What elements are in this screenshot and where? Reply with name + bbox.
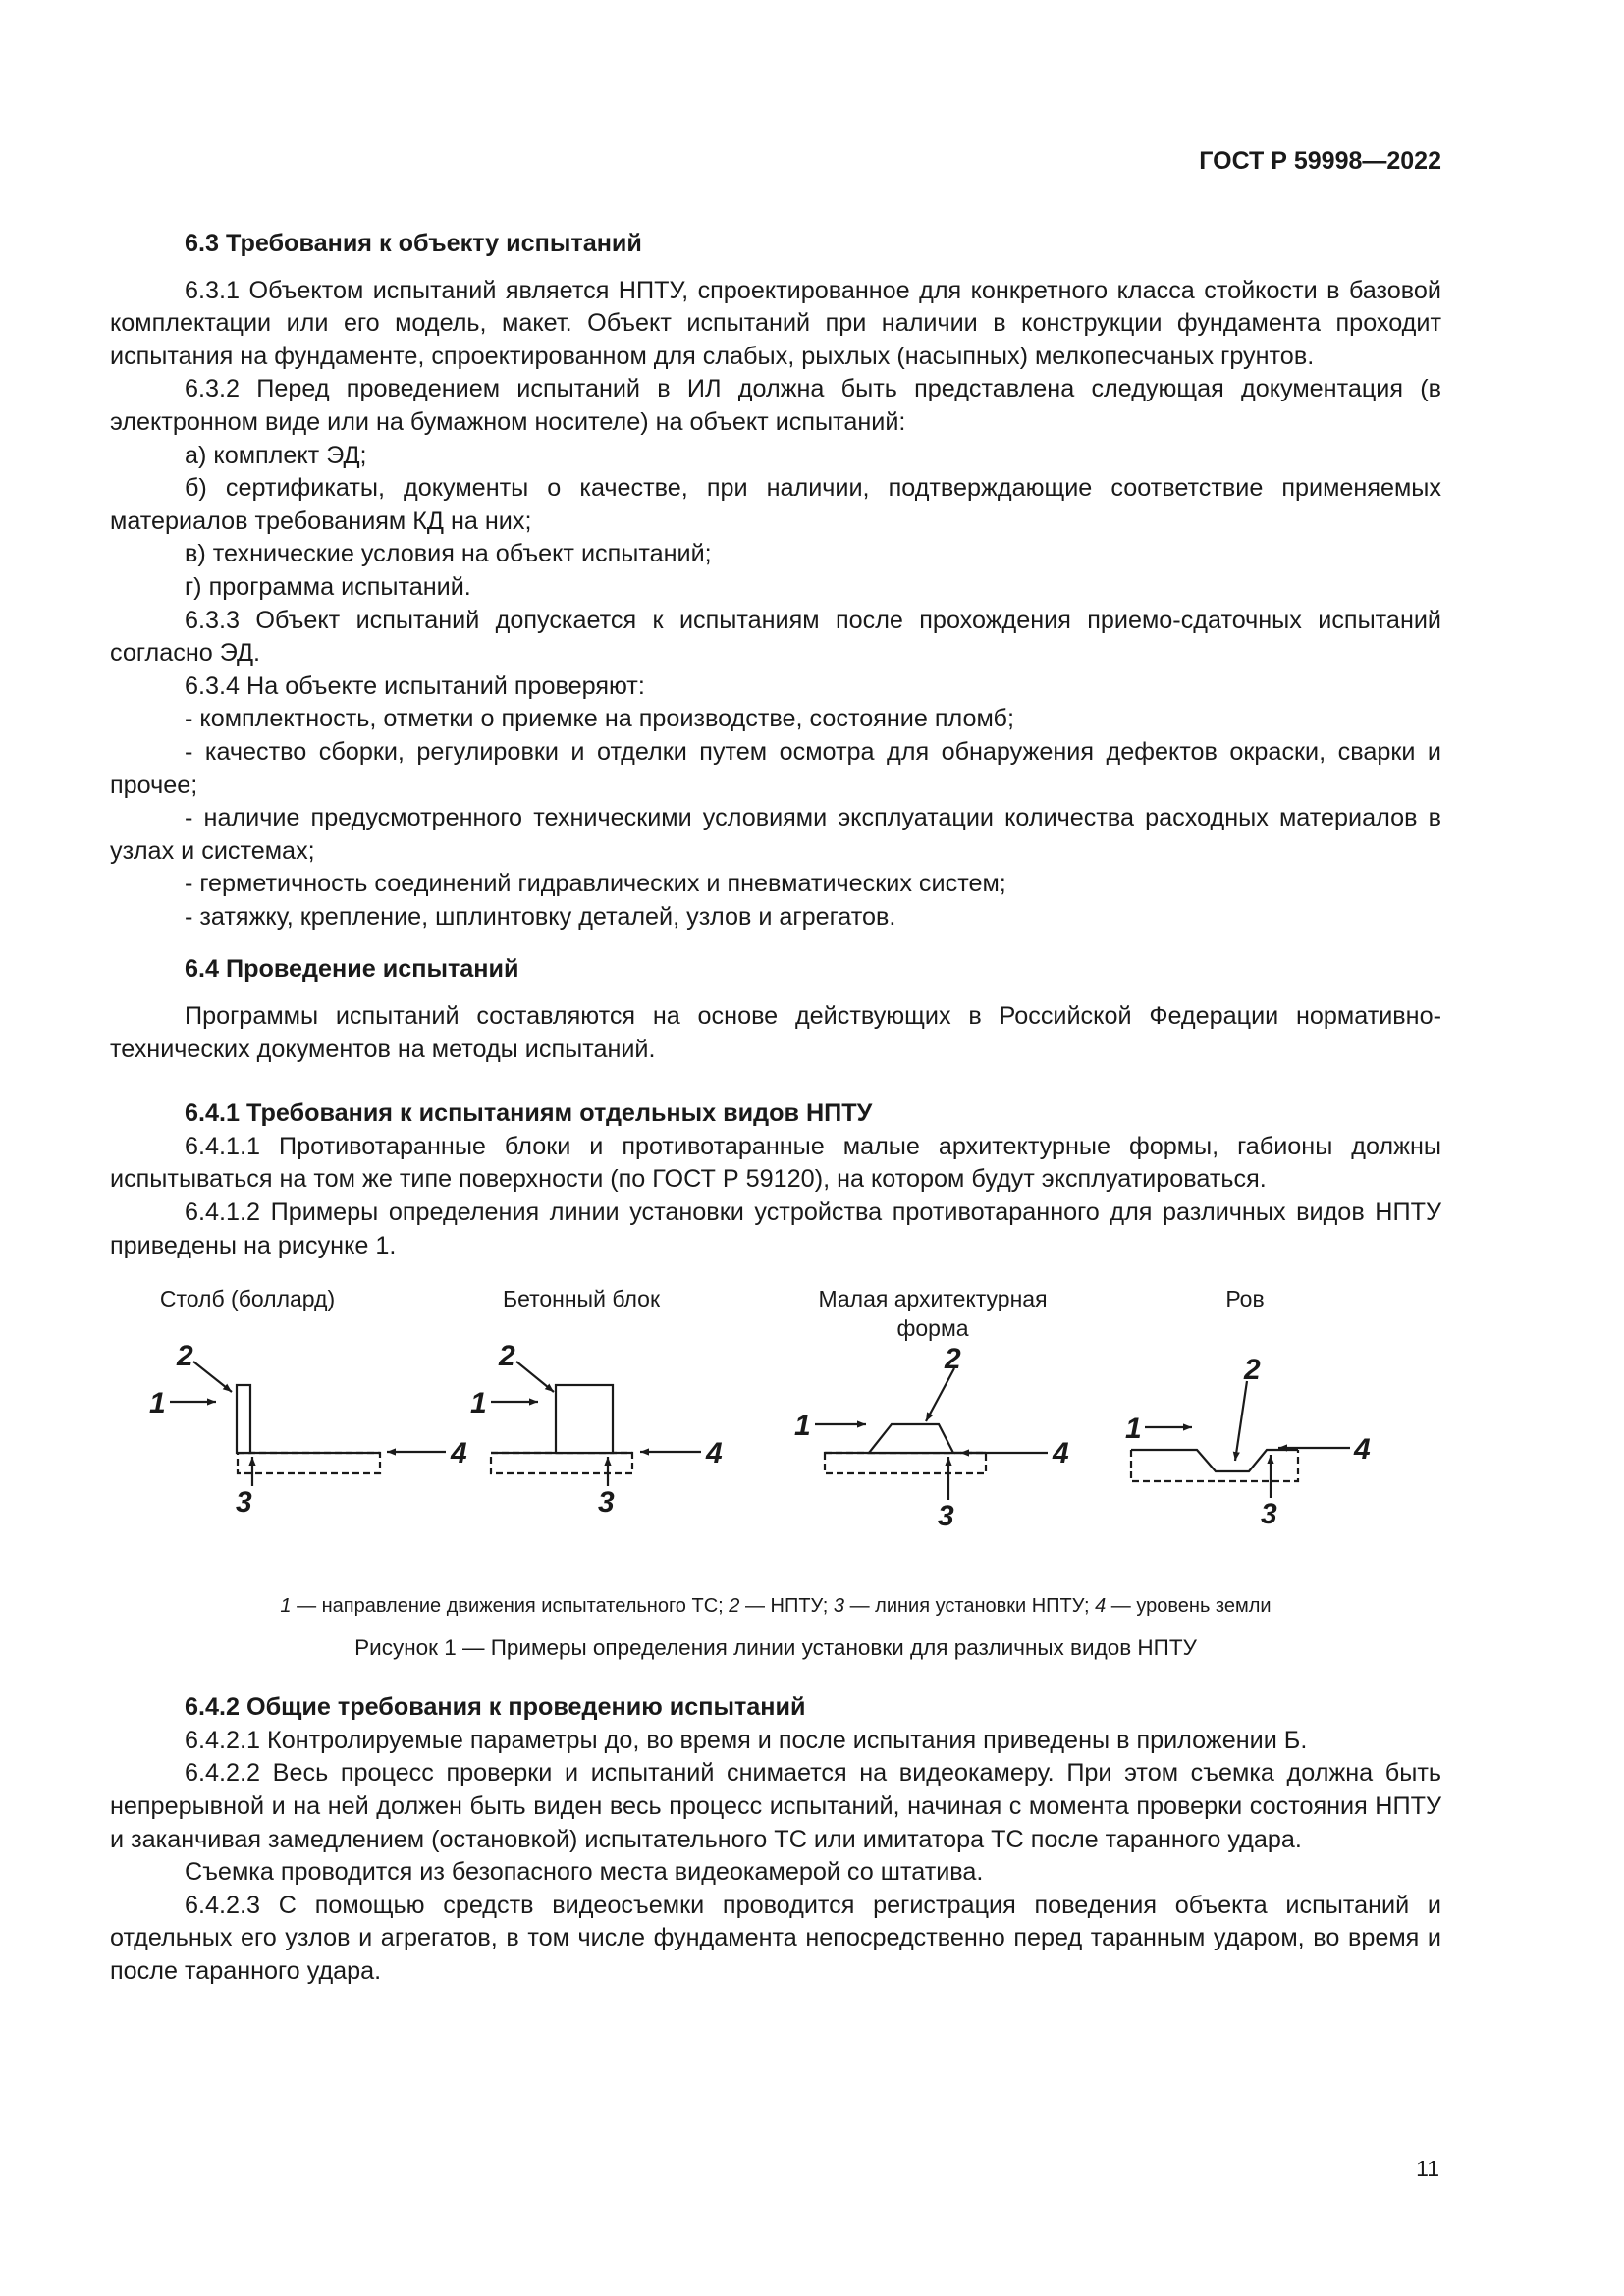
section-6-4-1-heading: 6.4.1 Требования к испытаниям отдельных видов НПТУ: [185, 1099, 873, 1128]
paragraph-6-3-4: 6.3.4 На объекте испытаний проверяют:: [185, 671, 645, 700]
label-4: 4: [451, 1437, 467, 1470]
paragraph-6-3-2: 6.3.2 Перед проведением испытаний в ИЛ должна быть представлена следующая документация (в электронном виде или на бумажном носителе) на объект испытаний:: [110, 375, 1441, 436]
list-item: б) сертификаты, документы о качестве, при наличии, подтверждающие соответствие применяемых материалов требованиям КД на них;: [110, 474, 1441, 535]
label-3: 3: [1261, 1498, 1277, 1531]
legend-number: 2: [729, 1595, 740, 1618]
ditch-diagram: [1131, 1381, 1350, 1498]
list-item: г) программа испытаний.: [185, 572, 471, 601]
label-3: 3: [938, 1500, 954, 1533]
label-1: 1: [470, 1387, 487, 1420]
list-item: - затяжку, крепление, шплинтовку деталей, узлов и агрегатов.: [185, 902, 896, 931]
figure-title-ditch: Ров: [1225, 1286, 1265, 1312]
paragraph-6-4-1-2: 6.4.1.2 Примеры определения линии установки устройства противотаранного для различных видов НПТУ приведены на рисунке 1.: [110, 1199, 1441, 1259]
concrete-block-diagram: [491, 1362, 701, 1486]
legend-number: 4: [1095, 1595, 1107, 1618]
label-4: 4: [1354, 1433, 1371, 1467]
list-item: - наличие предусмотренного техническими условиями эксплуатации количества расходных материалов в узлах и системах;: [110, 804, 1441, 865]
label-2: 2: [945, 1343, 961, 1376]
figure-1-drawing: [110, 1284, 1441, 1588]
list-item: в) технические условия на объект испытаний;: [185, 540, 712, 568]
figure-caption: Рисунок 1 — Примеры определения линии установки для различных видов НПТУ: [354, 1635, 1197, 1661]
section-6-4-2-heading: 6.4.2 Общие требования к проведению испытаний: [185, 1693, 806, 1722]
paragraph-6-4-2-2: 6.4.2.2 Весь процесс проверки и испытаний снимается на видеокамеру. При этом съемка должна быть непрерывной и на ней должен быть виден весь процесс испытаний, начиная с момента проверки состояния НПТУ и заканчивая замедлением (остановкой) испытательного ТС или имитатора ТС после таранного удара.: [110, 1759, 1441, 1853]
document-code: ГОСТ Р 59998—2022: [1199, 147, 1441, 175]
figure-legend: 1 — направление движения испытательного ТС; 2 — НПТУ; 3 — линия установки НПТУ; 4 — уровень земли: [280, 1595, 1272, 1618]
list-item: - герметичность соединений гидравлических и пневматических систем;: [185, 870, 1006, 898]
label-1: 1: [1125, 1413, 1142, 1446]
paragraph-6-4: Программы испытаний составляются на основе действующих в Российской Федерации нормативно-технических документов на методы испытаний.: [110, 1002, 1441, 1063]
label-2: 2: [1244, 1354, 1261, 1387]
label-1: 1: [794, 1410, 811, 1443]
label-4: 4: [1053, 1437, 1069, 1470]
list-item: - качество сборки, регулировки и отделки путем осмотра для обнаружения дефектов окраски, сварки и прочее;: [110, 737, 1441, 799]
section-6-3-heading: 6.3 Требования к объекту испытаний: [185, 230, 642, 257]
page-content: [110, 228, 1441, 1989]
paragraph-6-4-2-1: 6.4.2.1 Контролируемые параметры до, во время и после испытания приведены в приложении Б.: [185, 1726, 1308, 1754]
paragraph-6-4-2-3: 6.4.2.3 С помощью средств видеосъемки проводится регистрация поведения объекта испытаний и отдельных его узлов и агрегатов, в том числе фундамента непосредственно перед таранным ударом, во время и после таранного удара.: [110, 1891, 1441, 1985]
label-3: 3: [598, 1486, 615, 1520]
small-form-diagram: [815, 1368, 1048, 1500]
label-2: 2: [499, 1340, 515, 1373]
figure-title-bollard: Столб (боллард): [159, 1286, 336, 1312]
paragraph-filming: Съемка проводится из безопасного места видеокамерой со штатива.: [185, 1858, 984, 1887]
paragraph-6-4-1-1: 6.4.1.1 Противотаранные блоки и противотаранные малые архитектурные формы, габионы должны испытываться на том же типе поверхности (по ГОСТ Р 59120), на котором будут эксплуатироваться.: [110, 1132, 1441, 1194]
legend-number: 1: [280, 1595, 292, 1618]
page-number: 11: [1416, 2156, 1439, 2181]
legend-number: 3: [833, 1595, 845, 1618]
label-3: 3: [236, 1486, 252, 1520]
list-item: а) комплект ЭД;: [185, 441, 367, 469]
paragraph-6-3-3: 6.3.3 Объект испытаний допускается к испытаниям после прохождения приемо-сдаточных испытаний согласно ЭД.: [110, 606, 1441, 667]
figure-title-concrete-block: Бетонный блок: [502, 1286, 661, 1312]
bollard-diagram: [170, 1362, 446, 1486]
label-1: 1: [149, 1387, 166, 1420]
section-6-4-heading: 6.4 Проведение испытаний: [185, 955, 519, 984]
paragraph-6-3-1: 6.3.1 Объектом испытаний является НПТУ, спроектированное для конкретного класса стойкости в базовой комплектации или его модель, макет. Объект испытаний при наличии в конструкции фундамента проходит испытания на фундаменте, спроектированном для слабых, рыхлых (насыпных) мелкопесчаных грунтов.: [110, 276, 1441, 370]
figure-title-small-architectural-form: Малая архитектурная форма: [818, 1286, 1048, 1342]
label-4: 4: [706, 1437, 723, 1470]
list-item: - комплектность, отметки о приемке на производстве, состояние пломб;: [185, 705, 1014, 733]
label-2: 2: [177, 1340, 193, 1373]
figure-1: [110, 1284, 1441, 1660]
